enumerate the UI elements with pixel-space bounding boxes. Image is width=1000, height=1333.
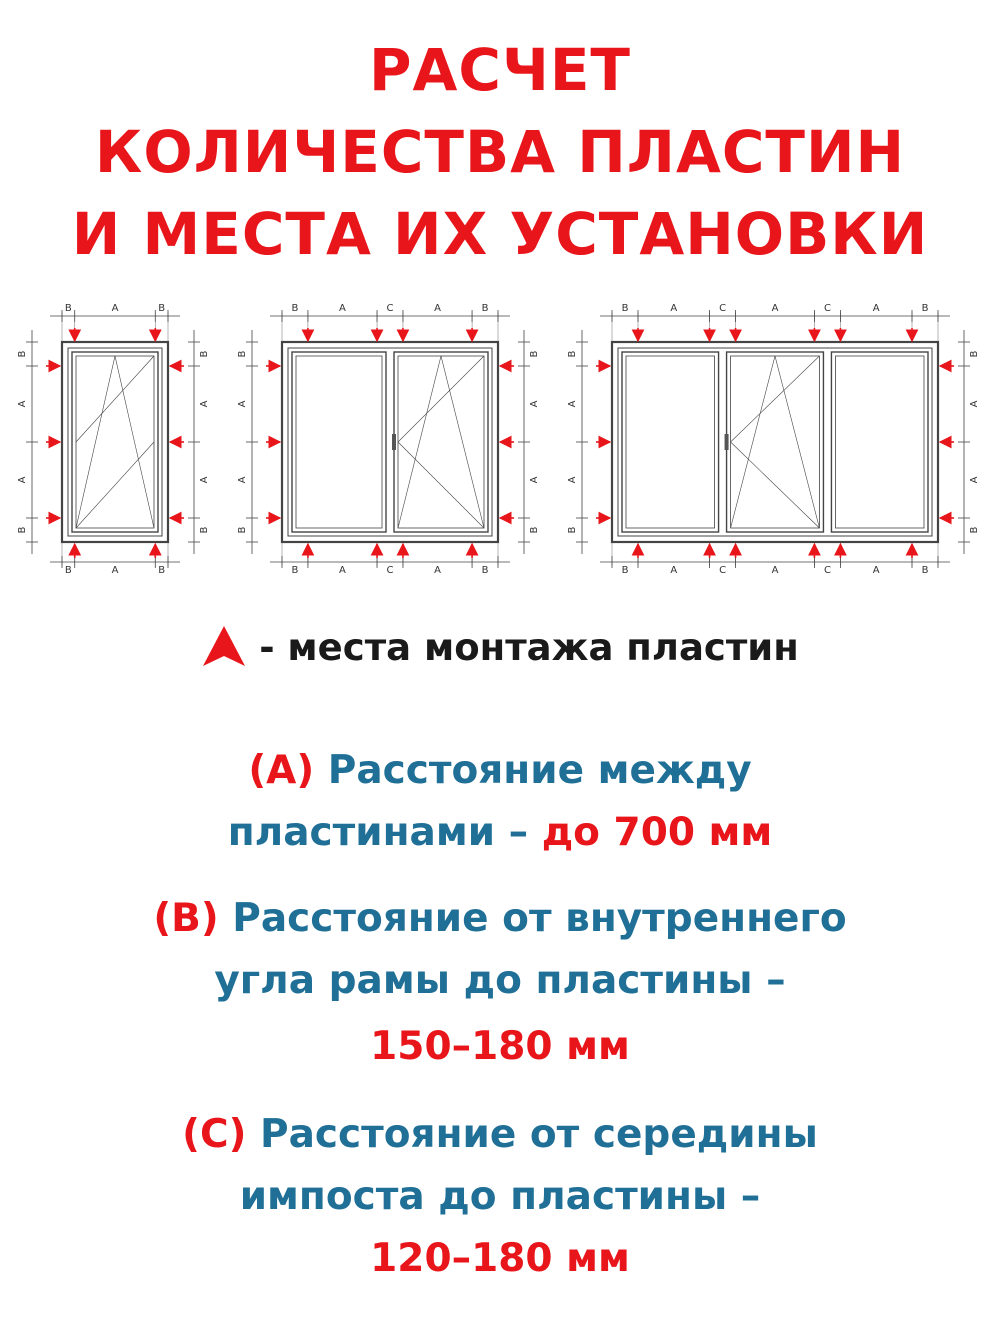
dimension-label-a: A bbox=[872, 303, 880, 314]
dimension-label-a: A bbox=[872, 565, 880, 576]
definition-c-value: 120–180 мм bbox=[370, 1236, 630, 1281]
window-frame-inner bbox=[618, 348, 932, 536]
dimension-label-a: A bbox=[969, 400, 980, 408]
glass bbox=[626, 356, 715, 528]
dimension-label-a: A bbox=[237, 476, 248, 484]
handle bbox=[392, 434, 396, 450]
dimension-label-a: A bbox=[567, 476, 578, 484]
dimension-label-a: A bbox=[199, 400, 210, 408]
dimension-label-a: A bbox=[771, 565, 779, 576]
handle bbox=[725, 434, 729, 450]
dimension-label-c: C bbox=[719, 303, 727, 314]
opening-line bbox=[115, 356, 154, 528]
definition-a-value: до 700 мм bbox=[541, 810, 773, 855]
opening-line bbox=[775, 356, 819, 528]
dimension-label-b: B bbox=[199, 526, 210, 534]
glass bbox=[731, 356, 820, 528]
definition-b bbox=[0, 888, 1000, 1078]
dimension-label-a: A bbox=[199, 476, 210, 484]
opening-line bbox=[398, 356, 441, 528]
dimension-label-a: A bbox=[434, 565, 441, 576]
title-line-3: И МЕСТА ИХ УСТАНОВКИ bbox=[71, 200, 929, 268]
window-single-sash bbox=[17, 303, 210, 576]
opening-line bbox=[76, 356, 154, 442]
dimension-label-c: C bbox=[386, 565, 394, 576]
definition-b-text-2: угла рамы до пластины – bbox=[214, 958, 786, 1003]
glass bbox=[296, 356, 382, 528]
dimension-label-a: A bbox=[434, 303, 441, 314]
dimension-label-c: C bbox=[823, 565, 831, 576]
dimension-label-b: B bbox=[291, 303, 299, 314]
dimension-label-a: A bbox=[670, 565, 678, 576]
dimension-label-b: B bbox=[621, 565, 629, 576]
dimension-label-b: B bbox=[567, 526, 578, 534]
opening-line bbox=[731, 356, 775, 528]
dimension-label-a: A bbox=[17, 400, 28, 408]
sash bbox=[72, 352, 158, 532]
window-frame bbox=[612, 342, 938, 542]
sash bbox=[831, 352, 928, 532]
definition-b-tag: (B) bbox=[153, 896, 219, 941]
opening-line bbox=[76, 442, 154, 528]
dimension-label-a: A bbox=[567, 400, 578, 408]
dimension-label-a: A bbox=[339, 565, 346, 576]
dimension-label-b: B bbox=[17, 350, 28, 358]
dimension-label-b: B bbox=[158, 303, 166, 314]
dimension-label-b: B bbox=[621, 303, 629, 314]
dimension-label-c: C bbox=[823, 303, 831, 314]
dimension-label-a: A bbox=[969, 476, 980, 484]
definition-c-tag: (C) bbox=[182, 1112, 247, 1157]
opening-line bbox=[731, 356, 820, 442]
dimension-label-b: B bbox=[529, 526, 540, 534]
sash bbox=[622, 352, 719, 532]
dimension-label-b: B bbox=[567, 350, 578, 358]
legend-text: - места монтажа пластин bbox=[259, 626, 799, 669]
definition-b-value: 150–180 мм bbox=[370, 1024, 630, 1069]
dimension-label-c: C bbox=[386, 303, 394, 314]
dimension-label-b: B bbox=[969, 526, 980, 534]
glass bbox=[76, 356, 154, 528]
dimension-label-a: A bbox=[670, 303, 678, 314]
dimension-label-b: B bbox=[921, 565, 929, 576]
opening-line bbox=[398, 356, 484, 442]
window-frame bbox=[62, 342, 168, 542]
dimension-label-b: B bbox=[481, 303, 489, 314]
dimension-label-a: A bbox=[17, 476, 28, 484]
definition-c-text-2: импоста до пластины – bbox=[239, 1174, 761, 1219]
glass bbox=[835, 356, 924, 528]
dimension-label-b: B bbox=[291, 565, 299, 576]
sash bbox=[292, 352, 386, 532]
dimension-label-a: A bbox=[529, 400, 540, 408]
title-line-1: РАСЧЕТ bbox=[368, 36, 631, 104]
dimension-label-b: B bbox=[481, 565, 489, 576]
opening-line bbox=[731, 442, 820, 528]
window-frame bbox=[282, 342, 498, 542]
opening-line bbox=[398, 442, 484, 528]
glass bbox=[398, 356, 484, 528]
dimension-label-b: B bbox=[17, 526, 28, 534]
dimension-label-b: B bbox=[158, 565, 166, 576]
dimension-label-b: B bbox=[64, 565, 72, 576]
window-frame-inner bbox=[288, 348, 492, 536]
red-triangle-icon bbox=[201, 624, 247, 668]
dimension-label-a: A bbox=[237, 400, 248, 408]
legend bbox=[0, 624, 1000, 669]
dimension-label-b: B bbox=[199, 350, 210, 358]
window-diagrams bbox=[0, 290, 1000, 590]
dimension-label-a: A bbox=[111, 565, 119, 576]
definition-a-tag: (A) bbox=[248, 748, 315, 793]
opening-line bbox=[441, 356, 484, 528]
dimension-label-b: B bbox=[237, 350, 248, 358]
opening-line bbox=[76, 356, 115, 528]
definition-a-text-1: Расстояние между bbox=[314, 748, 752, 793]
window-triple-sash bbox=[567, 303, 980, 576]
definition-b-text-1: Расстояние от внутреннего bbox=[218, 896, 847, 941]
dimension-label-a: A bbox=[111, 303, 119, 314]
window-frame-inner bbox=[68, 348, 162, 536]
dimension-label-a: A bbox=[529, 476, 540, 484]
dimension-label-b: B bbox=[64, 303, 72, 314]
window-double-sash bbox=[237, 303, 540, 576]
definition-a bbox=[0, 740, 1000, 864]
definition-a-text-2: пластинами – bbox=[227, 810, 542, 855]
title-line-2: КОЛИЧЕСТВА ПЛАСТИН bbox=[94, 118, 906, 186]
sash bbox=[394, 352, 488, 532]
dimension-label-b: B bbox=[237, 526, 248, 534]
dimension-label-c: C bbox=[719, 565, 727, 576]
dimension-label-a: A bbox=[771, 303, 779, 314]
dimension-label-b: B bbox=[529, 350, 540, 358]
dimension-label-b: B bbox=[969, 350, 980, 358]
definition-c bbox=[0, 1104, 1000, 1290]
definition-c-text-1: Расстояние от середины bbox=[246, 1112, 818, 1157]
dimension-label-a: A bbox=[339, 303, 346, 314]
dimension-label-b: B bbox=[921, 303, 929, 314]
sash bbox=[727, 352, 824, 532]
